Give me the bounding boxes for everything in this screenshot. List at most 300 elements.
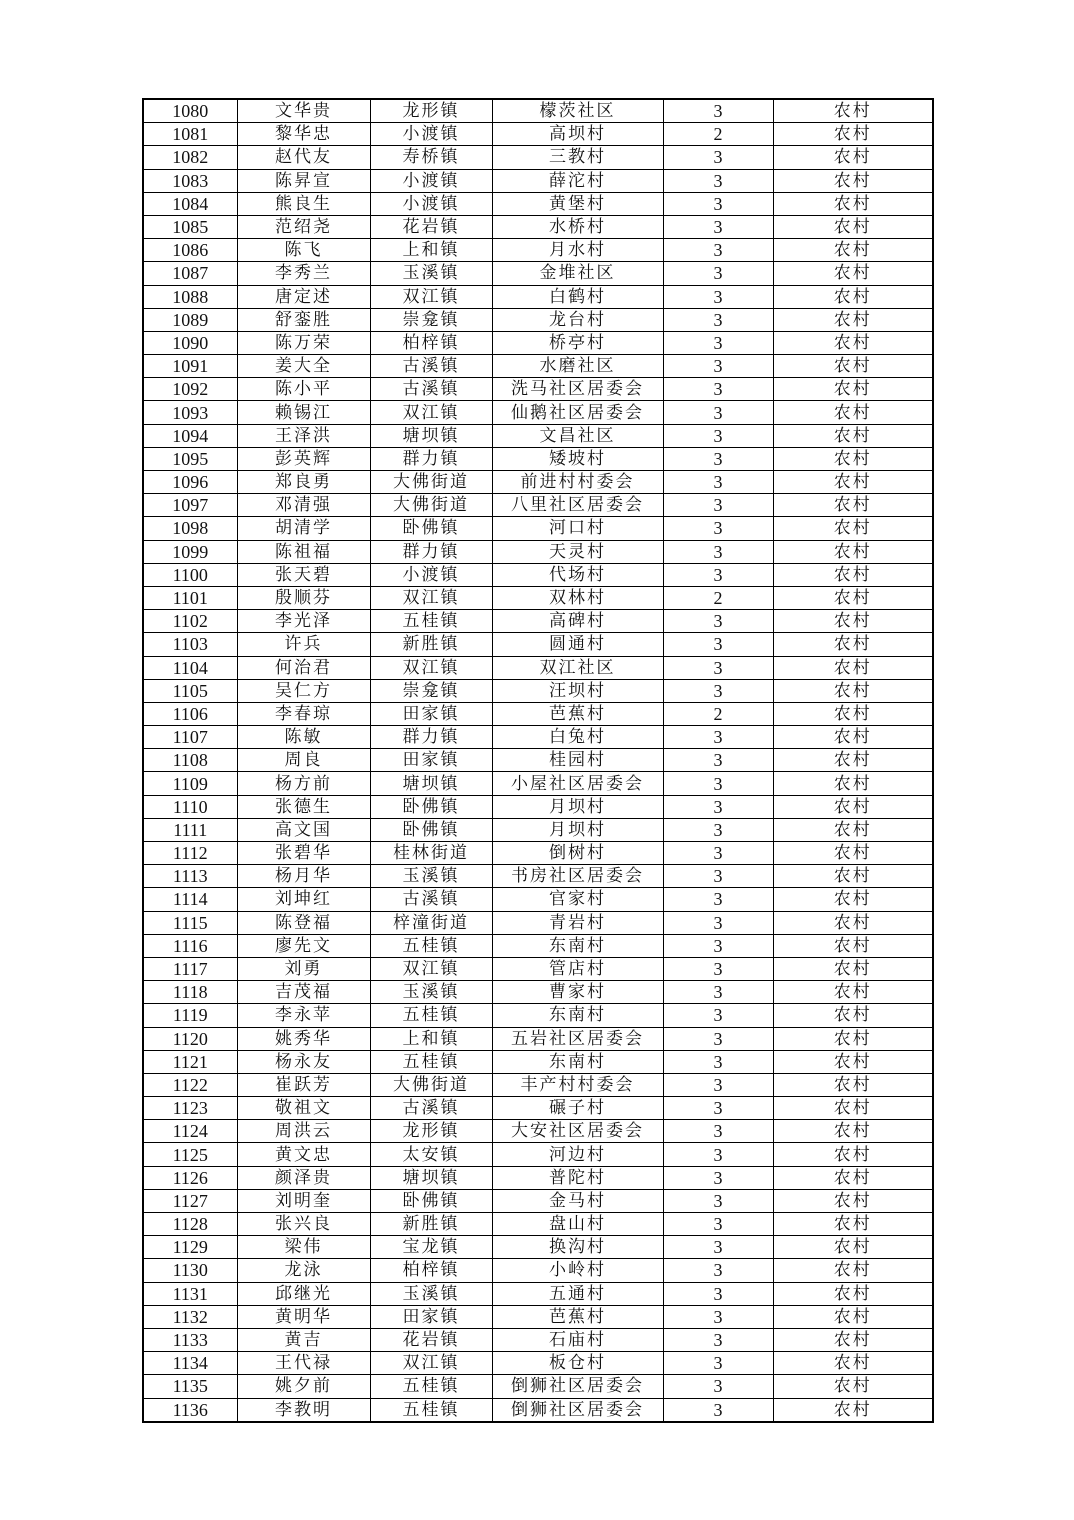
household-count-cell: 3 <box>663 1189 773 1212</box>
village-name-cell: 薛沱村 <box>492 169 663 192</box>
village-name-cell: 月坝村 <box>492 795 663 818</box>
village-name-cell: 碾子村 <box>492 1097 663 1120</box>
table-row <box>143 447 933 470</box>
table-row <box>143 262 933 285</box>
village-name-cell: 金堆社区 <box>492 262 663 285</box>
household-count-cell: 2 <box>663 586 773 609</box>
person-name-cell: 李春琼 <box>237 702 370 725</box>
town-name-cell: 大佛街道 <box>370 1073 492 1096</box>
table-row <box>143 1259 933 1282</box>
row-number-cell: 1124 <box>143 1120 237 1143</box>
household-count-cell: 3 <box>663 378 773 401</box>
village-name-cell: 曹家村 <box>492 981 663 1004</box>
table-row <box>143 169 933 192</box>
table-row <box>143 378 933 401</box>
row-number-cell: 1107 <box>143 726 237 749</box>
person-name-cell: 龙泳 <box>237 1259 370 1282</box>
village-name-cell: 前进村村委会 <box>492 471 663 494</box>
person-name-cell: 陈敏 <box>237 726 370 749</box>
village-name-cell: 月水村 <box>492 239 663 262</box>
area-type-cell: 农村 <box>773 192 933 215</box>
roster-table <box>142 98 934 1423</box>
town-name-cell: 大佛街道 <box>370 494 492 517</box>
table-row <box>143 1305 933 1328</box>
person-name-cell: 文华贵 <box>237 99 370 123</box>
household-count-cell: 3 <box>663 818 773 841</box>
village-name-cell: 天灵村 <box>492 540 663 563</box>
village-name-cell: 倒树村 <box>492 842 663 865</box>
household-count-cell: 3 <box>663 1328 773 1351</box>
household-count-cell: 3 <box>663 1073 773 1096</box>
village-name-cell: 水磨社区 <box>492 355 663 378</box>
household-count-cell: 3 <box>663 1236 773 1259</box>
person-name-cell: 李永苹 <box>237 1004 370 1027</box>
table-row <box>143 1375 933 1398</box>
row-number-cell: 1093 <box>143 401 237 424</box>
area-type-cell: 农村 <box>773 1004 933 1027</box>
town-name-cell: 双江镇 <box>370 1352 492 1375</box>
person-name-cell: 张德生 <box>237 795 370 818</box>
town-name-cell: 双江镇 <box>370 285 492 308</box>
area-type-cell: 农村 <box>773 355 933 378</box>
household-count-cell: 3 <box>663 1375 773 1398</box>
village-name-cell: 矮坡村 <box>492 447 663 470</box>
town-name-cell: 崇龛镇 <box>370 679 492 702</box>
village-name-cell: 石庙村 <box>492 1328 663 1351</box>
table-row <box>143 146 933 169</box>
table-row <box>143 1027 933 1050</box>
town-name-cell: 柏梓镇 <box>370 1259 492 1282</box>
row-number-cell: 1081 <box>143 123 237 146</box>
person-name-cell: 杨永友 <box>237 1050 370 1073</box>
person-name-cell: 彭英辉 <box>237 447 370 470</box>
row-number-cell: 1128 <box>143 1213 237 1236</box>
table-row <box>143 540 933 563</box>
village-name-cell: 高坝村 <box>492 123 663 146</box>
person-name-cell: 郑良勇 <box>237 471 370 494</box>
table-row <box>143 702 933 725</box>
person-name-cell: 梁伟 <box>237 1236 370 1259</box>
town-name-cell: 卧佛镇 <box>370 1189 492 1212</box>
household-count-cell: 3 <box>663 911 773 934</box>
area-type-cell: 农村 <box>773 1097 933 1120</box>
row-number-cell: 1125 <box>143 1143 237 1166</box>
person-name-cell: 吉茂福 <box>237 981 370 1004</box>
table-row <box>143 656 933 679</box>
person-name-cell: 姚秀华 <box>237 1027 370 1050</box>
village-name-cell: 倒狮社区居委会 <box>492 1398 663 1422</box>
row-number-cell: 1101 <box>143 586 237 609</box>
town-name-cell: 小渡镇 <box>370 169 492 192</box>
village-name-cell: 月坝村 <box>492 818 663 841</box>
town-name-cell: 宝龙镇 <box>370 1236 492 1259</box>
town-name-cell: 新胜镇 <box>370 1213 492 1236</box>
row-number-cell: 1118 <box>143 981 237 1004</box>
person-name-cell: 舒銮胜 <box>237 308 370 331</box>
village-name-cell: 小屋社区居委会 <box>492 772 663 795</box>
row-number-cell: 1084 <box>143 192 237 215</box>
row-number-cell: 1133 <box>143 1328 237 1351</box>
row-number-cell: 1096 <box>143 471 237 494</box>
table-row <box>143 1050 933 1073</box>
town-name-cell: 龙形镇 <box>370 99 492 123</box>
area-type-cell: 农村 <box>773 447 933 470</box>
area-type-cell: 农村 <box>773 842 933 865</box>
person-name-cell: 高文国 <box>237 818 370 841</box>
town-name-cell: 大佛街道 <box>370 471 492 494</box>
village-name-cell: 东南村 <box>492 1004 663 1027</box>
table-row <box>143 726 933 749</box>
person-name-cell: 赵代友 <box>237 146 370 169</box>
household-count-cell: 3 <box>663 540 773 563</box>
person-name-cell: 黎华忠 <box>237 123 370 146</box>
village-name-cell: 河口村 <box>492 517 663 540</box>
village-name-cell: 水桥村 <box>492 215 663 238</box>
town-name-cell: 太安镇 <box>370 1143 492 1166</box>
area-type-cell: 农村 <box>773 981 933 1004</box>
household-count-cell: 2 <box>663 123 773 146</box>
area-type-cell: 农村 <box>773 888 933 911</box>
row-number-cell: 1119 <box>143 1004 237 1027</box>
row-number-cell: 1085 <box>143 215 237 238</box>
area-type-cell: 农村 <box>773 610 933 633</box>
household-count-cell: 3 <box>663 99 773 123</box>
row-number-cell: 1112 <box>143 842 237 865</box>
row-number-cell: 1098 <box>143 517 237 540</box>
area-type-cell: 农村 <box>773 308 933 331</box>
person-name-cell: 邱继光 <box>237 1282 370 1305</box>
household-count-cell: 3 <box>663 494 773 517</box>
household-count-cell: 3 <box>663 146 773 169</box>
row-number-cell: 1087 <box>143 262 237 285</box>
town-name-cell: 古溪镇 <box>370 355 492 378</box>
table-row <box>143 1328 933 1351</box>
row-number-cell: 1106 <box>143 702 237 725</box>
person-name-cell: 廖先文 <box>237 934 370 957</box>
town-name-cell: 小渡镇 <box>370 123 492 146</box>
table-row <box>143 1143 933 1166</box>
table-row <box>143 795 933 818</box>
town-name-cell: 小渡镇 <box>370 192 492 215</box>
row-number-cell: 1095 <box>143 447 237 470</box>
person-name-cell: 王泽洪 <box>237 424 370 447</box>
table-row <box>143 192 933 215</box>
village-name-cell: 黄堡村 <box>492 192 663 215</box>
household-count-cell: 3 <box>663 262 773 285</box>
village-name-cell: 三教村 <box>492 146 663 169</box>
town-name-cell: 古溪镇 <box>370 378 492 401</box>
row-number-cell: 1127 <box>143 1189 237 1212</box>
village-name-cell: 桂园村 <box>492 749 663 772</box>
person-name-cell: 颜泽贵 <box>237 1166 370 1189</box>
village-name-cell: 檬茨社区 <box>492 99 663 123</box>
village-name-cell: 青岩村 <box>492 911 663 934</box>
table-row <box>143 610 933 633</box>
person-name-cell: 黄明华 <box>237 1305 370 1328</box>
village-name-cell: 五通村 <box>492 1282 663 1305</box>
area-type-cell: 农村 <box>773 146 933 169</box>
table-row <box>143 99 933 123</box>
person-name-cell: 黄文忠 <box>237 1143 370 1166</box>
household-count-cell: 3 <box>663 1166 773 1189</box>
row-number-cell: 1082 <box>143 146 237 169</box>
household-count-cell: 3 <box>663 633 773 656</box>
town-name-cell: 五桂镇 <box>370 1375 492 1398</box>
household-count-cell: 3 <box>663 1259 773 1282</box>
area-type-cell: 农村 <box>773 471 933 494</box>
person-name-cell: 赖锡江 <box>237 401 370 424</box>
household-count-cell: 3 <box>663 726 773 749</box>
table-row <box>143 586 933 609</box>
table-row <box>143 308 933 331</box>
row-number-cell: 1104 <box>143 656 237 679</box>
household-count-cell: 3 <box>663 517 773 540</box>
household-count-cell: 3 <box>663 401 773 424</box>
area-type-cell: 农村 <box>773 702 933 725</box>
household-count-cell: 3 <box>663 795 773 818</box>
row-number-cell: 1090 <box>143 331 237 354</box>
table-row <box>143 239 933 262</box>
area-type-cell: 农村 <box>773 1166 933 1189</box>
area-type-cell: 农村 <box>773 215 933 238</box>
household-count-cell: 3 <box>663 1305 773 1328</box>
table-row <box>143 331 933 354</box>
village-name-cell: 双江社区 <box>492 656 663 679</box>
village-name-cell: 圆通村 <box>492 633 663 656</box>
town-name-cell: 玉溪镇 <box>370 1282 492 1305</box>
table-row <box>143 865 933 888</box>
village-name-cell: 五岩社区居委会 <box>492 1027 663 1050</box>
town-name-cell: 双江镇 <box>370 586 492 609</box>
area-type-cell: 农村 <box>773 401 933 424</box>
person-name-cell: 陈飞 <box>237 239 370 262</box>
household-count-cell: 3 <box>663 772 773 795</box>
person-name-cell: 张碧华 <box>237 842 370 865</box>
row-number-cell: 1083 <box>143 169 237 192</box>
area-type-cell: 农村 <box>773 633 933 656</box>
town-name-cell: 玉溪镇 <box>370 865 492 888</box>
table-row <box>143 1236 933 1259</box>
household-count-cell: 3 <box>663 656 773 679</box>
area-type-cell: 农村 <box>773 1027 933 1050</box>
table-row <box>143 1398 933 1422</box>
row-number-cell: 1136 <box>143 1398 237 1422</box>
town-name-cell: 双江镇 <box>370 656 492 679</box>
area-type-cell: 农村 <box>773 331 933 354</box>
town-name-cell: 龙形镇 <box>370 1120 492 1143</box>
town-name-cell: 卧佛镇 <box>370 517 492 540</box>
town-name-cell: 五桂镇 <box>370 610 492 633</box>
area-type-cell: 农村 <box>773 911 933 934</box>
table-row <box>143 772 933 795</box>
table-row <box>143 888 933 911</box>
table-row <box>143 424 933 447</box>
area-type-cell: 农村 <box>773 934 933 957</box>
row-number-cell: 1117 <box>143 957 237 980</box>
row-number-cell: 1091 <box>143 355 237 378</box>
household-count-cell: 3 <box>663 308 773 331</box>
town-name-cell: 寿桥镇 <box>370 146 492 169</box>
household-count-cell: 3 <box>663 934 773 957</box>
area-type-cell: 农村 <box>773 239 933 262</box>
row-number-cell: 1122 <box>143 1073 237 1096</box>
area-type-cell: 农村 <box>773 1259 933 1282</box>
person-name-cell: 刘明奎 <box>237 1189 370 1212</box>
household-count-cell: 3 <box>663 1352 773 1375</box>
town-name-cell: 新胜镇 <box>370 633 492 656</box>
household-count-cell: 2 <box>663 702 773 725</box>
town-name-cell: 塘坝镇 <box>370 1166 492 1189</box>
table-row <box>143 911 933 934</box>
row-number-cell: 1097 <box>143 494 237 517</box>
area-type-cell: 农村 <box>773 169 933 192</box>
household-count-cell: 3 <box>663 981 773 1004</box>
person-name-cell: 陈昇宣 <box>237 169 370 192</box>
table-row <box>143 818 933 841</box>
row-number-cell: 1080 <box>143 99 237 123</box>
village-name-cell: 大安社区居委会 <box>492 1120 663 1143</box>
household-count-cell: 3 <box>663 563 773 586</box>
table-row <box>143 355 933 378</box>
area-type-cell: 农村 <box>773 1375 933 1398</box>
table-row <box>143 1189 933 1212</box>
table-row <box>143 1213 933 1236</box>
area-type-cell: 农村 <box>773 679 933 702</box>
village-name-cell: 东南村 <box>492 934 663 957</box>
person-name-cell: 李教明 <box>237 1398 370 1422</box>
town-name-cell: 花岩镇 <box>370 1328 492 1351</box>
row-number-cell: 1109 <box>143 772 237 795</box>
household-count-cell: 3 <box>663 331 773 354</box>
row-number-cell: 1103 <box>143 633 237 656</box>
row-number-cell: 1121 <box>143 1050 237 1073</box>
person-name-cell: 刘勇 <box>237 957 370 980</box>
area-type-cell: 农村 <box>773 1282 933 1305</box>
area-type-cell: 农村 <box>773 1328 933 1351</box>
town-name-cell: 古溪镇 <box>370 888 492 911</box>
row-number-cell: 1102 <box>143 610 237 633</box>
person-name-cell: 陈万荣 <box>237 331 370 354</box>
area-type-cell: 农村 <box>773 123 933 146</box>
area-type-cell: 农村 <box>773 494 933 517</box>
household-count-cell: 3 <box>663 285 773 308</box>
table-row <box>143 123 933 146</box>
area-type-cell: 农村 <box>773 1236 933 1259</box>
row-number-cell: 1132 <box>143 1305 237 1328</box>
household-count-cell: 3 <box>663 1027 773 1050</box>
village-name-cell: 芭蕉村 <box>492 702 663 725</box>
person-name-cell: 姚夕前 <box>237 1375 370 1398</box>
area-type-cell: 农村 <box>773 749 933 772</box>
area-type-cell: 农村 <box>773 1073 933 1096</box>
town-name-cell: 花岩镇 <box>370 215 492 238</box>
table-row <box>143 215 933 238</box>
row-number-cell: 1089 <box>143 308 237 331</box>
town-name-cell: 玉溪镇 <box>370 981 492 1004</box>
person-name-cell: 李光泽 <box>237 610 370 633</box>
person-name-cell: 李秀兰 <box>237 262 370 285</box>
town-name-cell: 上和镇 <box>370 1027 492 1050</box>
person-name-cell: 周洪云 <box>237 1120 370 1143</box>
village-name-cell: 倒狮社区居委会 <box>492 1375 663 1398</box>
town-name-cell: 上和镇 <box>370 239 492 262</box>
table-row <box>143 471 933 494</box>
village-name-cell: 河边村 <box>492 1143 663 1166</box>
person-name-cell: 熊良生 <box>237 192 370 215</box>
table-row <box>143 1282 933 1305</box>
town-name-cell: 玉溪镇 <box>370 262 492 285</box>
town-name-cell: 梓潼街道 <box>370 911 492 934</box>
row-number-cell: 1094 <box>143 424 237 447</box>
town-name-cell: 群力镇 <box>370 726 492 749</box>
area-type-cell: 农村 <box>773 818 933 841</box>
person-name-cell: 何治君 <box>237 656 370 679</box>
row-number-cell: 1116 <box>143 934 237 957</box>
town-name-cell: 塘坝镇 <box>370 424 492 447</box>
person-name-cell: 姜大全 <box>237 355 370 378</box>
row-number-cell: 1134 <box>143 1352 237 1375</box>
town-name-cell: 双江镇 <box>370 957 492 980</box>
table-row <box>143 1352 933 1375</box>
row-number-cell: 1129 <box>143 1236 237 1259</box>
table-row <box>143 842 933 865</box>
household-count-cell: 3 <box>663 1097 773 1120</box>
household-count-cell: 3 <box>663 1050 773 1073</box>
table-row <box>143 1097 933 1120</box>
town-name-cell: 群力镇 <box>370 447 492 470</box>
table-row <box>143 285 933 308</box>
area-type-cell: 农村 <box>773 1120 933 1143</box>
person-name-cell: 张兴良 <box>237 1213 370 1236</box>
household-count-cell: 3 <box>663 1004 773 1027</box>
household-count-cell: 3 <box>663 1398 773 1422</box>
person-name-cell: 敬祖文 <box>237 1097 370 1120</box>
person-name-cell: 陈小平 <box>237 378 370 401</box>
household-count-cell: 3 <box>663 610 773 633</box>
table-row <box>143 957 933 980</box>
village-name-cell: 白鹤村 <box>492 285 663 308</box>
area-type-cell: 农村 <box>773 262 933 285</box>
household-count-cell: 3 <box>663 749 773 772</box>
area-type-cell: 农村 <box>773 285 933 308</box>
row-number-cell: 1108 <box>143 749 237 772</box>
area-type-cell: 农村 <box>773 540 933 563</box>
household-count-cell: 3 <box>663 865 773 888</box>
area-type-cell: 农村 <box>773 772 933 795</box>
household-count-cell: 3 <box>663 1143 773 1166</box>
household-count-cell: 3 <box>663 842 773 865</box>
town-name-cell: 塘坝镇 <box>370 772 492 795</box>
village-name-cell: 金马村 <box>492 1189 663 1212</box>
table-row <box>143 494 933 517</box>
person-name-cell: 杨方前 <box>237 772 370 795</box>
area-type-cell: 农村 <box>773 378 933 401</box>
area-type-cell: 农村 <box>773 1050 933 1073</box>
village-name-cell: 管店村 <box>492 957 663 980</box>
town-name-cell: 桂林街道 <box>370 842 492 865</box>
row-number-cell: 1120 <box>143 1027 237 1050</box>
row-number-cell: 1113 <box>143 865 237 888</box>
town-name-cell: 五桂镇 <box>370 1004 492 1027</box>
area-type-cell: 农村 <box>773 656 933 679</box>
village-name-cell: 换沟村 <box>492 1236 663 1259</box>
village-name-cell: 盘山村 <box>492 1213 663 1236</box>
area-type-cell: 农村 <box>773 1305 933 1328</box>
table-row <box>143 679 933 702</box>
village-name-cell: 书房社区居委会 <box>492 865 663 888</box>
person-name-cell: 胡清学 <box>237 517 370 540</box>
area-type-cell: 农村 <box>773 795 933 818</box>
